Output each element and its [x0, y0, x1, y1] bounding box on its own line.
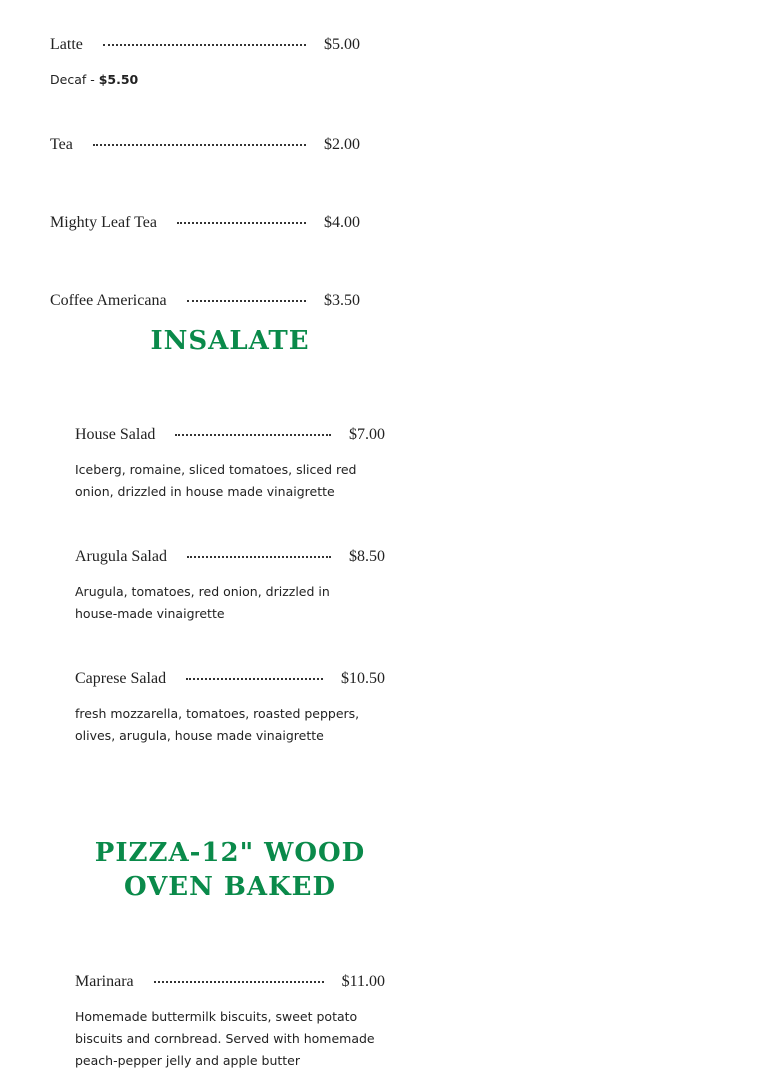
item-name: Caprese Salad: [75, 670, 167, 687]
menu-item-arugula-salad: [75, 548, 385, 566]
dot-leader: [187, 300, 306, 302]
dot-leader: [186, 678, 323, 680]
item-price: $7.00: [349, 426, 385, 443]
menu-item-tea: [50, 136, 360, 154]
item-price: $8.50: [349, 548, 385, 565]
item-description: Iceberg, romaine, sliced tomatoes, sliced red onion, drizzled in house made vinaigrette: [75, 462, 357, 499]
dot-leader: [93, 144, 306, 146]
item-price: $10.50: [341, 670, 385, 687]
item-price: $4.00: [324, 214, 360, 231]
item-price: $11.00: [341, 973, 385, 990]
item-name: Arugula Salad: [75, 548, 167, 565]
item-price: $2.00: [324, 136, 360, 153]
heading-line: OVEN BAKED: [123, 872, 337, 902]
section-heading-insalate: INSALATE: [150, 326, 310, 356]
dot-leader: [187, 556, 331, 558]
menu-item-latte: [50, 36, 360, 54]
item-description: fresh mozzarella, tomatoes, roasted peppers, olives, arugula, house made vinaigrette: [75, 706, 360, 743]
item-price: $5.00: [324, 36, 360, 53]
item-name: Coffee Americana: [50, 292, 167, 309]
dot-leader: [177, 222, 306, 224]
menu-item-house-salad: [75, 426, 385, 444]
section-heading-pizza: [75, 836, 385, 904]
dot-leader: [175, 434, 331, 436]
variant-price: $5.50: [98, 72, 139, 87]
menu-item-coffee-americana: [50, 292, 360, 310]
item-name: Latte: [50, 36, 83, 53]
menu-item-caprese-salad: [75, 670, 385, 688]
item-price: $3.50: [324, 292, 360, 309]
item-variant-decaf: [50, 72, 138, 87]
item-description: Arugula, tomatoes, red onion, drizzled in house-made vinaigrette: [75, 584, 330, 621]
item-name: Tea: [50, 136, 73, 153]
item-description: Homemade buttermilk biscuits, sweet potato biscuits and cornbread. Served with homemade peach-pepper jelly and apple butter: [75, 1009, 375, 1068]
heading-line: PIZZA-12" WOOD: [94, 838, 366, 868]
dot-leader: [103, 44, 306, 46]
item-name: House Salad: [75, 426, 156, 443]
dot-leader: [154, 981, 324, 983]
item-name: Marinara: [75, 973, 134, 990]
menu-item-marinara: [75, 973, 385, 991]
menu-item-mighty-leaf-tea: [50, 214, 360, 232]
variant-label: Decaf -: [50, 72, 99, 87]
item-name: Mighty Leaf Tea: [50, 214, 157, 231]
